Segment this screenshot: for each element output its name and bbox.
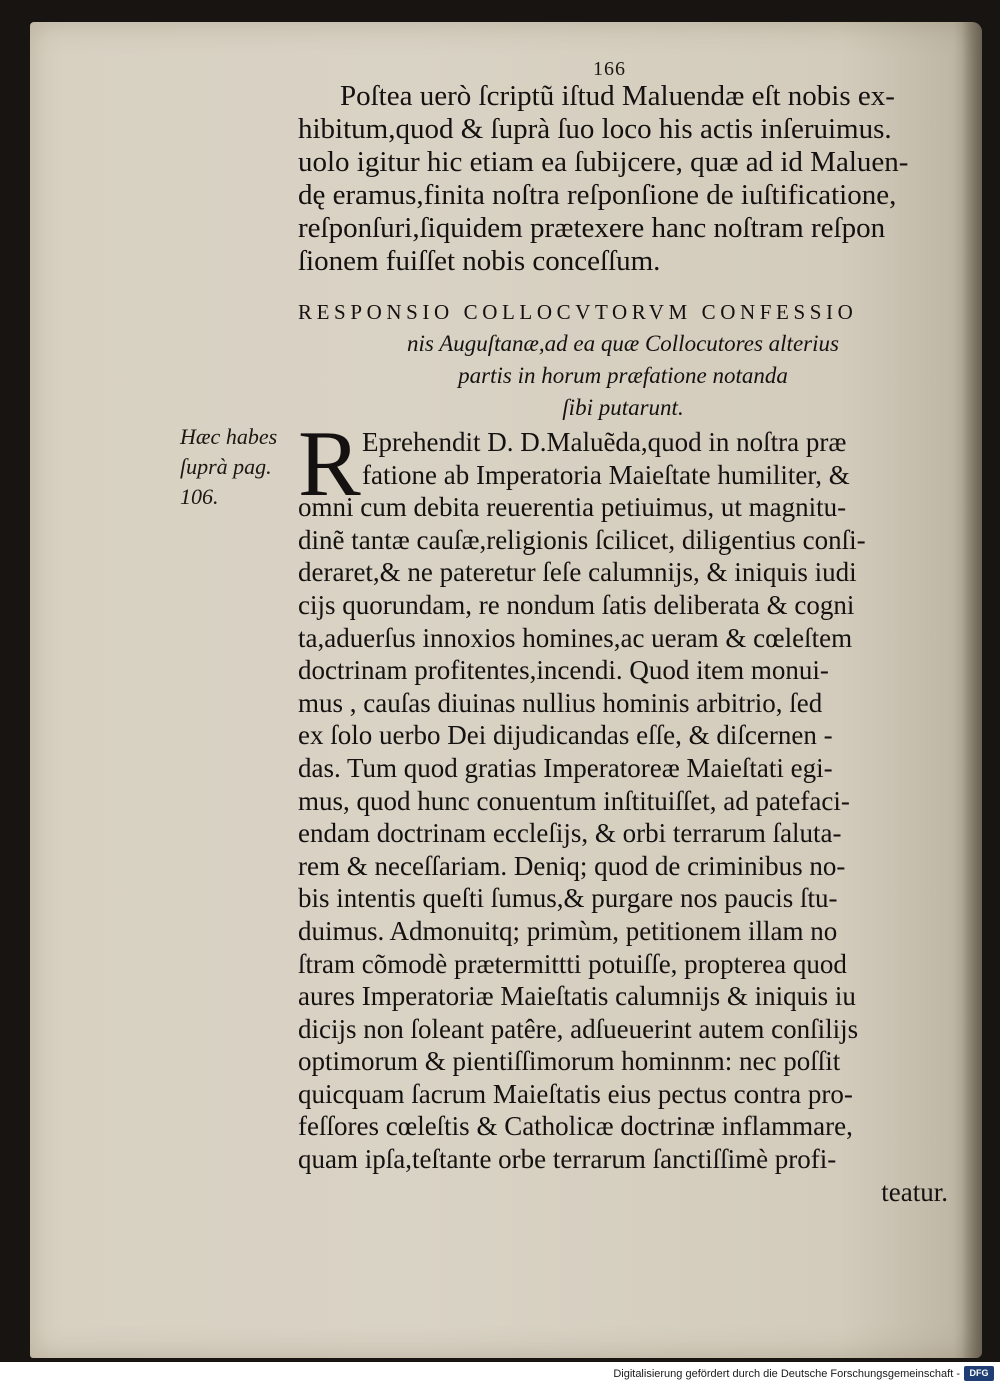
text-line: quam ipſa,teſtante orbe terrarum ſanctiſſimè profi- [298, 1144, 837, 1175]
text-line: endam doctrinam eccleſijs, & orbi terrarum ſaluta- [298, 818, 842, 849]
heading-line: ſibi putarunt. [562, 395, 684, 420]
drop-capital: R [298, 412, 361, 516]
text-line: deraret,& ne pateretur ſeſe calumnijs, & iniquis iudi [298, 557, 857, 588]
dfg-logo-icon: DFG [964, 1366, 994, 1381]
text-line: ſtram cõmodè prætermittti potuiſſe, propterea quod [298, 948, 847, 979]
text-line: fatione ab Imperatoria Maieſtate humiliter, & [362, 459, 850, 490]
text-line: Eprehendit D. D.Maluẽda,quod in noſtra præ [362, 427, 847, 457]
text-line: doctrinam profitentes,incendi. Quod item monui- [298, 655, 829, 686]
footer-bar [0, 1362, 1000, 1385]
text-line: Poſtea uerò ſcriptũ iſtud Maluendæ eſt nobis ex- [340, 80, 895, 112]
text-line: hibitum,quod & ſuprà ſuo loco his actis inſeruimus. [298, 113, 892, 145]
text-line-last: teatur. [881, 1176, 948, 1207]
heading-line: nis Auguſtanæ,ad ea quæ Collocutores alterius [407, 331, 839, 356]
text-line: ta,aduerſus innoxios homines,ac ueram & cœleſtem [298, 622, 853, 653]
paragraph-intro [298, 80, 948, 278]
text-line: aures Imperatoriæ Maieſtatis calumnijs & iniquis iu [298, 981, 856, 1012]
text-line: das. Tum quod gratias Imperatoreæ Maieſtati egi- [298, 752, 833, 783]
text-line: ex ſolo uerbo Dei dijudicandas eſſe, & diſcernen - [298, 720, 833, 751]
section-heading-caps: RESPONSIO COLLOCVTORVM CONFESSIO [298, 300, 858, 324]
heading-line: partis in horum præfatione notanda [458, 363, 788, 388]
text-line: rem & neceſſariam. Deniq; quod de criminibus no- [298, 850, 846, 881]
page-gutter-shadow [962, 22, 982, 1358]
text-line: omni cum debita reuerentia petiuimus, ut magnitu- [298, 492, 847, 523]
paragraph-response [298, 426, 948, 1208]
text-line: uolo igitur hic etiam ea ſubijcere, quæ ad id Maluen- [298, 146, 909, 178]
text-line: dę eramus,finita noſtra reſponſione de iuſtificatione, [298, 179, 897, 211]
text-line: dicijs non ſoleant patêre, adſueuerint autem conſilijs [298, 1013, 859, 1044]
text-line: optimorum & pientiſſimorum hominnm: nec poſſit [298, 1046, 841, 1077]
footer-credit: Digitalisierung gefördert durch die Deutsche Forschungsgemeinschaft - [613, 1368, 960, 1380]
margin-note-line: ſuprà pag. [180, 454, 272, 479]
text-line: ſionem fuiſſet nobis conceſſum. [298, 245, 661, 277]
margin-note-line: Hæc habes [180, 424, 278, 449]
text-line: duimus. Admonuitq; primùm, petitionem illam no [298, 915, 838, 946]
text-line: reſponſuri,ſiquidem prætexere hanc noſtram reſpon [298, 212, 886, 244]
text-line: dinẽ tantæ cauſæ,religionis ſcilicet, diligentius conſi- [298, 524, 866, 555]
text-line: bis intentis queſti ſumus,& purgare nos paucis ſtu- [298, 883, 838, 914]
text-line: mus, quod hunc conuentum inſtituiſſet, ad patefaci- [298, 785, 850, 816]
page-number: 166 [593, 58, 626, 80]
margin-note-line: 106. [180, 484, 219, 509]
marginal-note [180, 422, 290, 512]
text-line: cijs quorundam, re nondum ſatis deliberata & cogni [298, 589, 855, 620]
section-heading-italic [298, 328, 948, 424]
text-line: feſſores cœleſtis & Catholicæ doctrinæ inflammare, [298, 1111, 853, 1142]
text-line: quicquam ſacrum Maieſtatis eius pectus contra pro- [298, 1078, 853, 1109]
book-page [30, 22, 982, 1358]
text-line: mus , cauſas diuinas nullius hominis arbitrio, ſed [298, 687, 823, 718]
